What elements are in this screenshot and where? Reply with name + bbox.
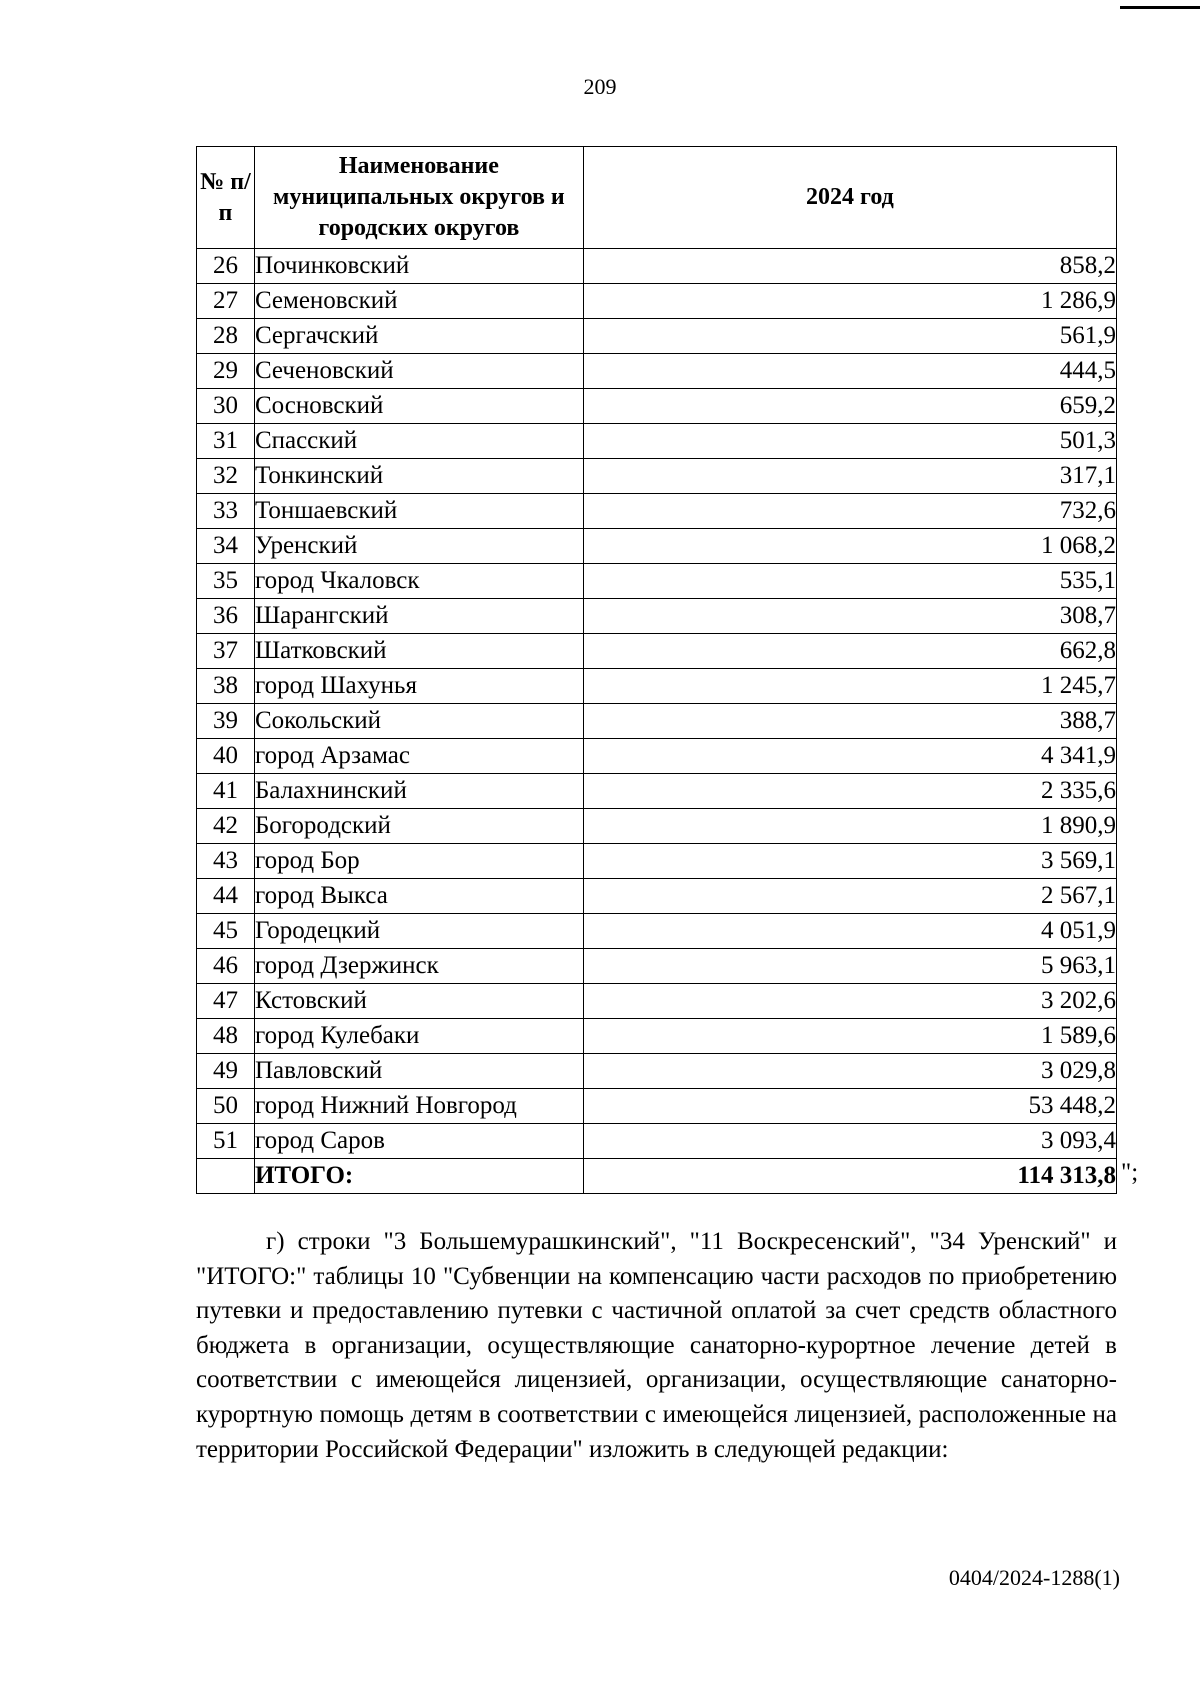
row-name: город Дзержинск	[254, 949, 583, 984]
row-name: Сеченовский	[254, 354, 583, 389]
row-number: 28	[197, 319, 255, 354]
row-name: Балахнинский	[254, 774, 583, 809]
row-value: 3 029,8	[583, 1054, 1116, 1089]
table-row	[197, 949, 1117, 984]
row-name: Тонкинский	[254, 459, 583, 494]
table-header-row	[197, 147, 1117, 249]
row-value: 659,2	[583, 389, 1116, 424]
row-number: 26	[197, 249, 255, 284]
row-name: город Саров	[254, 1124, 583, 1159]
row-number: 31	[197, 424, 255, 459]
row-number: 27	[197, 284, 255, 319]
row-value: 1 589,6	[583, 1019, 1116, 1054]
row-number: 33	[197, 494, 255, 529]
table-row	[197, 739, 1117, 774]
table-row	[197, 529, 1117, 564]
total-value: 114 313,8	[583, 1159, 1116, 1194]
row-number: 30	[197, 389, 255, 424]
row-name: город Шахунья	[254, 669, 583, 704]
table-row	[197, 249, 1117, 284]
row-name: Семеновский	[254, 284, 583, 319]
row-name: город Нижний Новгород	[254, 1089, 583, 1124]
table-row	[197, 459, 1117, 494]
row-number: 43	[197, 844, 255, 879]
row-value: 1 068,2	[583, 529, 1116, 564]
row-value: 535,1	[583, 564, 1116, 599]
row-name: город Чкаловск	[254, 564, 583, 599]
row-name: город Выкса	[254, 879, 583, 914]
row-number: 39	[197, 704, 255, 739]
table-row	[197, 844, 1117, 879]
table-row	[197, 389, 1117, 424]
table-row	[197, 1124, 1117, 1159]
total-number-cell	[197, 1159, 255, 1194]
row-number: 51	[197, 1124, 255, 1159]
table-row	[197, 599, 1117, 634]
row-value: 388,7	[583, 704, 1116, 739]
row-name: город Бор	[254, 844, 583, 879]
corner-mark	[1120, 0, 1200, 9]
row-value: 732,6	[583, 494, 1116, 529]
table-row	[197, 354, 1117, 389]
row-value: 3 202,6	[583, 984, 1116, 1019]
table-row	[197, 319, 1117, 354]
table-row	[197, 284, 1117, 319]
row-name: город Кулебаки	[254, 1019, 583, 1054]
table-row	[197, 494, 1117, 529]
row-number: 40	[197, 739, 255, 774]
row-name: Шарангский	[254, 599, 583, 634]
row-number: 42	[197, 809, 255, 844]
row-number: 41	[197, 774, 255, 809]
page-number: 209	[583, 74, 617, 99]
row-number: 48	[197, 1019, 255, 1054]
row-name: Богородский	[254, 809, 583, 844]
row-number: 47	[197, 984, 255, 1019]
subvention-table	[196, 146, 1117, 1194]
table-row	[197, 564, 1117, 599]
row-number: 50	[197, 1089, 255, 1124]
row-name: Сергачский	[254, 319, 583, 354]
total-label: ИТОГО:	[254, 1159, 583, 1194]
row-number: 49	[197, 1054, 255, 1089]
row-name: город Арзамас	[254, 739, 583, 774]
table-row	[197, 634, 1117, 669]
table-row	[197, 1054, 1117, 1089]
row-value: 5 963,1	[583, 949, 1116, 984]
row-value: 53 448,2	[583, 1089, 1116, 1124]
row-number: 35	[197, 564, 255, 599]
row-name: Кстовский	[254, 984, 583, 1019]
row-name: Павловский	[254, 1054, 583, 1089]
row-name: Уренский	[254, 529, 583, 564]
table-row	[197, 1089, 1117, 1124]
row-value: 662,8	[583, 634, 1116, 669]
row-name: Шатковский	[254, 634, 583, 669]
table-row	[197, 809, 1117, 844]
row-value: 2 567,1	[583, 879, 1116, 914]
row-value: 3 569,1	[583, 844, 1116, 879]
row-value: 4 051,9	[583, 914, 1116, 949]
table-row	[197, 704, 1117, 739]
closing-quote-mark: ";	[1121, 1159, 1139, 1186]
table-body	[197, 249, 1117, 1159]
row-number: 29	[197, 354, 255, 389]
document-code: 0404/2024-1288(1)	[948, 1565, 1120, 1590]
row-value: 1 286,9	[583, 284, 1116, 319]
header-year: 2024 год	[583, 147, 1116, 249]
row-name: Сосновский	[254, 389, 583, 424]
table-row	[197, 774, 1117, 809]
row-number: 36	[197, 599, 255, 634]
row-number: 37	[197, 634, 255, 669]
row-value: 308,7	[583, 599, 1116, 634]
row-value: 501,3	[583, 424, 1116, 459]
row-number: 34	[197, 529, 255, 564]
row-value: 4 341,9	[583, 739, 1116, 774]
table-row	[197, 669, 1117, 704]
row-value: 444,5	[583, 354, 1116, 389]
row-name: Починковский	[254, 249, 583, 284]
header-name: Наименование муниципальных округов и городских округов	[254, 147, 583, 249]
row-value: 1 890,9	[583, 809, 1116, 844]
row-number: 32	[197, 459, 255, 494]
row-number: 38	[197, 669, 255, 704]
row-value: 561,9	[583, 319, 1116, 354]
row-value: 317,1	[583, 459, 1116, 494]
row-name: Тоншаевский	[254, 494, 583, 529]
row-value: 2 335,6	[583, 774, 1116, 809]
total-row	[197, 1159, 1117, 1194]
row-value: 3 093,4	[583, 1124, 1116, 1159]
row-number: 45	[197, 914, 255, 949]
row-value: 858,2	[583, 249, 1116, 284]
row-name: Городецкий	[254, 914, 583, 949]
table-row	[197, 424, 1117, 459]
table-row	[197, 984, 1117, 1019]
amendment-paragraph: г) строки "3 Большемурашкинский", "11 Воскресенский", "34 Уренский" и "ИТОГО:" таблицы 10 "Субвенции на компенсацию части расходов по приобретению путевки и предоставлению путевки с частичной оплатой за счет средств областного бюджета в организации, осуществляющие санаторно-курортное лечение детей в соответствии с имеющейся лицензией, организации, осуществляющие санаторно-курортную помощь детям в соответствии с имеющейся лицензией, расположенные на территории Российской Федерации" изложить в следующей редакции:	[196, 1228, 1117, 1463]
header-number: № п/п	[197, 147, 255, 249]
row-number: 44	[197, 879, 255, 914]
row-name: Сокольский	[254, 704, 583, 739]
row-number: 46	[197, 949, 255, 984]
table-row	[197, 914, 1117, 949]
row-name: Спасский	[254, 424, 583, 459]
row-value: 1 245,7	[583, 669, 1116, 704]
table-row	[197, 879, 1117, 914]
table-row	[197, 1019, 1117, 1054]
